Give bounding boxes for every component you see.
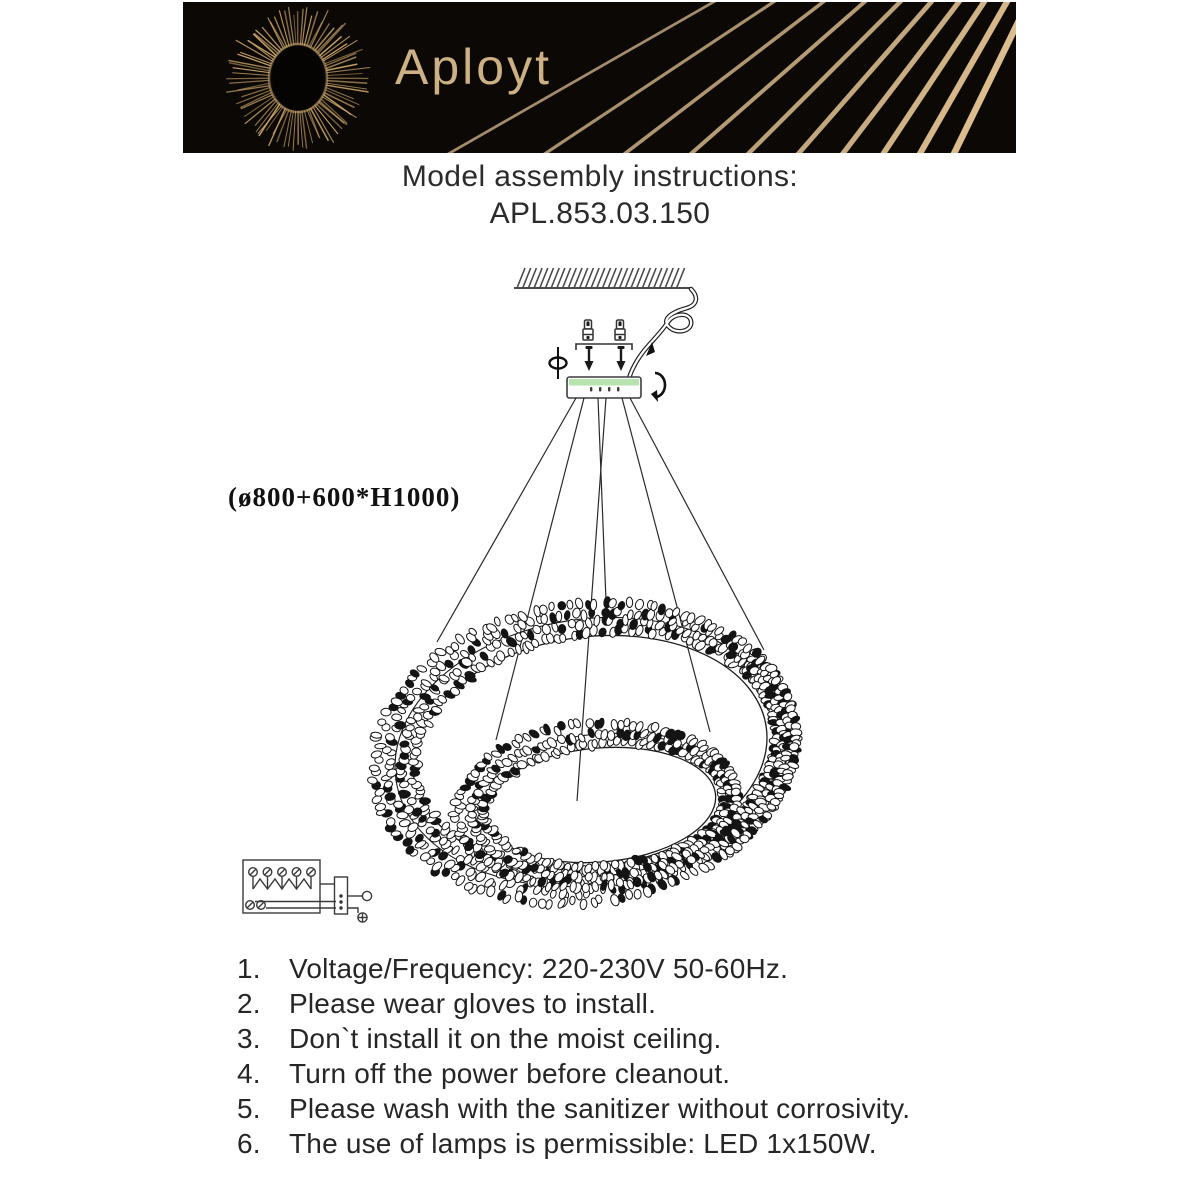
screw-left	[585, 346, 594, 371]
brand-logo: Aployt	[395, 39, 552, 95]
item-number: 3.	[237, 1023, 261, 1054]
item-text: Please wear gloves to install.	[289, 988, 657, 1019]
instruction-item	[237, 951, 910, 986]
earth-terminal	[358, 913, 367, 922]
instruction-item	[237, 1091, 910, 1126]
canopy-led-stripe	[569, 379, 639, 386]
rotate-arrow-icon	[651, 373, 665, 402]
instruction-item	[237, 1126, 910, 1161]
ceiling-hatch	[514, 268, 692, 288]
item-number: 2.	[237, 988, 261, 1019]
item-number: 6.	[237, 1128, 261, 1159]
canopy	[567, 377, 641, 398]
instruction-list	[237, 951, 910, 1161]
instruction-item	[237, 1056, 910, 1091]
dimension-label: (ø800+600*H1000)	[228, 482, 461, 512]
instruction-item	[237, 986, 910, 1021]
item-text: Turn off the power before cleanout.	[289, 1058, 731, 1089]
ring-small	[448, 718, 743, 895]
item-number: 1.	[237, 953, 261, 984]
item-text: Don`t install it on the moist ceiling.	[289, 1023, 722, 1054]
page-title: Model assembly instructions:	[401, 160, 799, 193]
item-text: The use of lamps is permissible: LED 1x150W.	[289, 1128, 877, 1159]
screw-right	[617, 346, 626, 371]
item-text: Please wash with the sanitizer without corrosivity.	[289, 1093, 911, 1124]
item-number: 4.	[237, 1058, 261, 1089]
item-number: 5.	[237, 1093, 261, 1124]
item-text: Voltage/Frequency: 220-230V 50-60Hz.	[289, 953, 789, 984]
wire-loop-terminal	[362, 891, 371, 900]
model-number: APL.853.03.150	[489, 197, 711, 230]
wall-anchor-left	[583, 320, 593, 340]
power-cable	[629, 289, 696, 378]
rotate-axis-icon	[550, 347, 567, 379]
instruction-item	[237, 1021, 910, 1056]
wall-anchor-right	[615, 320, 625, 340]
terminal-screws	[249, 868, 316, 889]
wiring-diagram	[243, 860, 372, 922]
